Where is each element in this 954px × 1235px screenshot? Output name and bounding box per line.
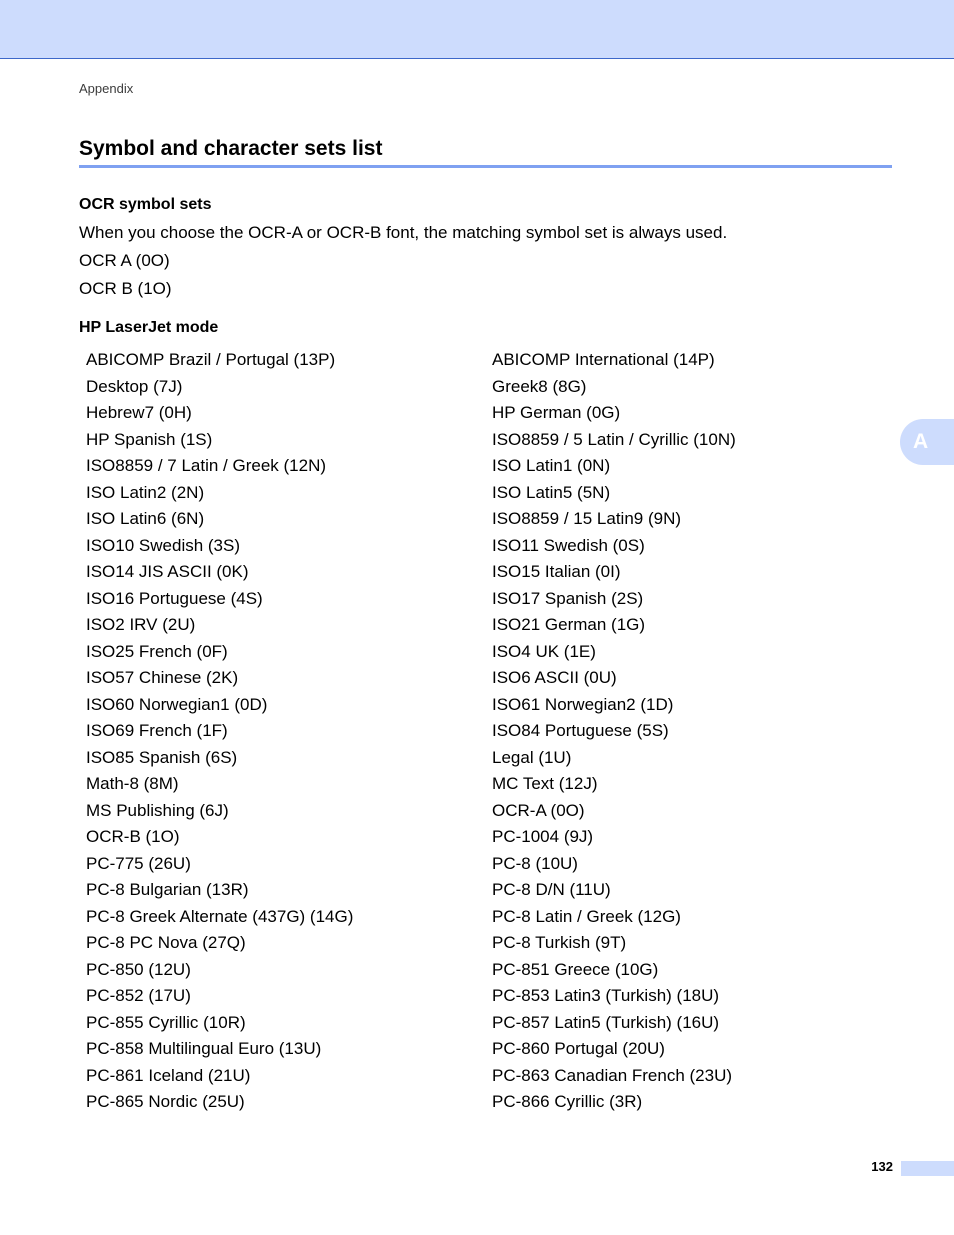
symbol-set-right: Greek8 (8G) [492, 376, 587, 396]
page-title: Symbol and character sets list [79, 137, 383, 160]
table-row [80, 427, 894, 454]
symbol-set-right: PC-8 Latin / Greek (12G) [492, 906, 681, 926]
symbol-set-left: PC-850 (12U) [86, 959, 191, 979]
table-row [80, 930, 894, 957]
table-row [80, 1010, 894, 1037]
symbol-set-right: ISO8859 / 5 Latin / Cyrillic (10N) [492, 429, 736, 449]
symbol-set-left: ISO8859 / 7 Latin / Greek (12N) [86, 456, 327, 476]
table-row [80, 559, 894, 586]
table-row [80, 771, 894, 798]
table-row [80, 692, 894, 719]
table-row [80, 957, 894, 984]
symbol-set-right: PC-8 D/N (11U) [492, 880, 611, 900]
table-row [80, 639, 894, 666]
symbol-set-right: PC-866 Cyrillic (3R) [492, 1092, 643, 1112]
symbol-set-left: PC-858 Multilingual Euro (13U) [86, 1039, 322, 1059]
symbol-set-left: ISO Latin2 (2N) [86, 482, 205, 502]
ocr-section-description: When you choose the OCR-A or OCR-B font, the matching symbol set is always used. [79, 223, 728, 242]
table-row [80, 824, 894, 851]
symbol-set-left: ISO85 Spanish (6S) [86, 747, 238, 767]
table-row [80, 983, 894, 1010]
symbol-set-left: Math-8 (8M) [86, 774, 179, 794]
symbol-set-right: PC-853 Latin3 (Turkish) (18U) [492, 986, 720, 1006]
table-row [80, 374, 894, 401]
ocr-item-b: OCR B (1O) [79, 279, 172, 298]
symbol-set-left: ISO10 Swedish (3S) [86, 535, 241, 555]
symbol-set-right: PC-857 Latin5 (Turkish) (16U) [492, 1012, 720, 1032]
symbol-set-right: ISO11 Swedish (0S) [492, 535, 645, 555]
symbol-set-left: ISO57 Chinese (2K) [86, 668, 239, 688]
table-row [80, 506, 894, 533]
symbol-set-left: ISO2 IRV (2U) [86, 615, 196, 635]
symbol-set-right: ISO4 UK (1E) [492, 641, 596, 661]
symbol-set-left: PC-855 Cyrillic (10R) [86, 1012, 246, 1032]
symbol-set-right: HP German (0G) [492, 403, 621, 423]
symbol-set-left: PC-8 Bulgarian (13R) [86, 880, 249, 900]
symbol-set-left: PC-852 (17U) [86, 986, 191, 1006]
hp-section-heading: HP LaserJet mode [79, 319, 219, 336]
table-row [80, 533, 894, 560]
page-number: 132 [871, 1159, 893, 1174]
symbol-set-right: ISO84 Portuguese (5S) [492, 721, 669, 741]
symbol-set-right: PC-1004 (9J) [492, 827, 594, 847]
table-row [80, 347, 894, 374]
symbol-set-left: ISO14 JIS ASCII (0K) [86, 562, 249, 582]
symbol-set-right: ISO8859 / 15 Latin9 (9N) [492, 509, 682, 529]
symbol-set-left: ISO69 French (1F) [86, 721, 228, 741]
ocr-section-heading: OCR symbol sets [79, 196, 212, 213]
symbol-set-right: PC-860 Portugal (20U) [492, 1039, 665, 1059]
symbol-set-right: Legal (1U) [492, 747, 572, 767]
symbol-set-left: ABICOMP Brazil / Portugal (13P) [86, 350, 336, 370]
symbol-set-right: ISO Latin5 (5N) [492, 482, 611, 502]
appendix-side-tab: A [900, 419, 954, 465]
symbol-set-right: ABICOMP International (14P) [492, 350, 715, 370]
symbol-set-left: PC-8 PC Nova (27Q) [86, 933, 246, 953]
symbol-set-left: OCR-B (1O) [86, 827, 180, 847]
symbol-set-right: OCR-A (0O) [492, 800, 585, 820]
symbol-set-left: PC-861 Iceland (21U) [86, 1065, 251, 1085]
page-number-tab [901, 1161, 954, 1176]
symbol-set-right: PC-8 (10U) [492, 853, 578, 873]
table-row [80, 798, 894, 825]
ocr-item-a: OCR A (0O) [79, 251, 170, 270]
table-row [80, 586, 894, 613]
table-row [80, 718, 894, 745]
symbol-sets-table-body [80, 347, 894, 1116]
symbol-set-left: ISO25 French (0F) [86, 641, 228, 661]
symbol-sets-table [80, 347, 894, 1116]
symbol-set-right: ISO Latin1 (0N) [492, 456, 611, 476]
symbol-set-left: MS Publishing (6J) [86, 800, 229, 820]
symbol-set-left: HP Spanish (1S) [86, 429, 213, 449]
title-underline [79, 165, 892, 168]
symbol-set-right: MC Text (12J) [492, 774, 598, 794]
symbol-set-right: PC-863 Canadian French (23U) [492, 1065, 733, 1085]
symbol-set-left: ISO Latin6 (6N) [86, 509, 205, 529]
table-row [80, 453, 894, 480]
symbol-set-right: PC-8 Turkish (9T) [492, 933, 627, 953]
symbol-set-right: ISO21 German (1G) [492, 615, 646, 635]
symbol-set-left: PC-775 (26U) [86, 853, 191, 873]
symbol-set-right: PC-851 Greece (10G) [492, 959, 659, 979]
table-row [80, 1036, 894, 1063]
table-row [80, 745, 894, 772]
table-row [80, 400, 894, 427]
symbol-set-left: ISO60 Norwegian1 (0D) [86, 694, 268, 714]
symbol-set-right: ISO15 Italian (0I) [492, 562, 621, 582]
table-row [80, 851, 894, 878]
table-row [80, 1089, 894, 1116]
symbol-set-left: Desktop (7J) [86, 376, 183, 396]
symbol-set-left: PC-865 Nordic (25U) [86, 1092, 245, 1112]
table-row [80, 480, 894, 507]
table-row [80, 612, 894, 639]
table-row [80, 904, 894, 931]
symbol-set-right: ISO61 Norwegian2 (1D) [492, 694, 674, 714]
symbol-set-right: ISO17 Spanish (2S) [492, 588, 644, 608]
header-band [0, 0, 954, 59]
running-head: Appendix [79, 81, 134, 96]
symbol-set-right: ISO6 ASCII (0U) [492, 668, 617, 688]
table-row [80, 1063, 894, 1090]
table-row [80, 665, 894, 692]
symbol-set-left: Hebrew7 (0H) [86, 403, 192, 423]
table-row [80, 877, 894, 904]
symbol-set-left: ISO16 Portuguese (4S) [86, 588, 263, 608]
symbol-set-left: PC-8 Greek Alternate (437G) (14G) [86, 906, 354, 926]
